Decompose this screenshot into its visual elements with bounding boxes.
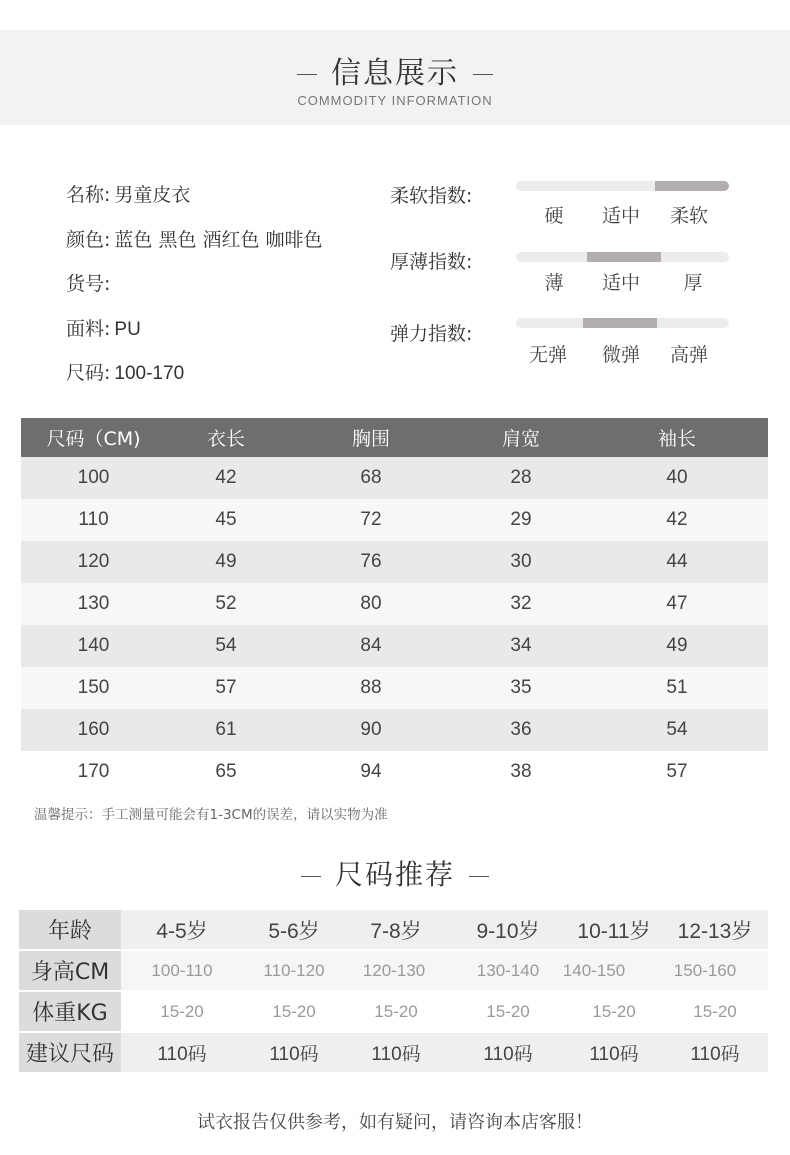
product-name-label: 名称: xyxy=(66,184,111,206)
table-cell: 90 xyxy=(286,709,456,751)
table-cell: 100 xyxy=(21,457,166,499)
table-cell: 45 xyxy=(166,499,286,541)
table-cell: 57 xyxy=(166,667,286,709)
recommend-label-suggested-size: 建议尺码 xyxy=(19,1033,121,1072)
softness-index-fill xyxy=(655,181,729,191)
recommend-label-age: 年龄 xyxy=(19,910,121,949)
table-cell: 65 xyxy=(166,751,286,793)
table-cell: 84 xyxy=(286,625,456,667)
product-fabric-value: PU xyxy=(114,319,141,340)
recommend-cell: 15-20 xyxy=(592,1001,636,1021)
recommend-cell: 15-20 xyxy=(486,1001,530,1021)
thickness-index-track xyxy=(516,252,729,262)
title-dash-right xyxy=(473,74,493,75)
page-title xyxy=(0,48,790,92)
recommend-cell: 110码 xyxy=(589,1044,639,1065)
recommend-title-text: 尺码推荐 xyxy=(334,858,455,891)
softness-option-medium: 适中 xyxy=(601,205,640,227)
page-subtitle: COMMODITY INFORMATION xyxy=(297,93,493,108)
size-table-header xyxy=(21,418,768,457)
table-cell: 51 xyxy=(586,667,768,709)
product-sku-row xyxy=(66,269,114,296)
recommend-label-weight: 体重KG xyxy=(19,992,121,1031)
col-header-length: 衣长 xyxy=(166,418,286,457)
softness-option-hard: 硬 xyxy=(544,205,564,227)
product-fabric-label: 面料: xyxy=(66,318,111,340)
elasticity-option-slight: 微弹 xyxy=(601,344,640,366)
col-header-shoulder: 肩宽 xyxy=(456,418,586,457)
elasticity-index-fill xyxy=(583,318,657,328)
table-cell: 38 xyxy=(456,751,586,793)
product-sku-label: 货号: xyxy=(66,273,111,295)
recommend-cell: 110-120 xyxy=(263,960,325,980)
elasticity-option-none: 无弹 xyxy=(528,344,567,366)
thickness-option-thick: 厚 xyxy=(683,272,703,294)
table-cell: 52 xyxy=(166,583,286,625)
table-cell: 160 xyxy=(21,709,166,751)
table-cell: 29 xyxy=(456,499,586,541)
table-cell: 32 xyxy=(456,583,586,625)
table-cell: 76 xyxy=(286,541,456,583)
col-header-chest: 胸围 xyxy=(286,418,456,457)
page-title-text: 信息展示 xyxy=(331,56,459,91)
title-dash-left xyxy=(297,74,317,75)
table-cell: 36 xyxy=(456,709,586,751)
product-color-label: 颜色: xyxy=(66,229,111,251)
table-row xyxy=(21,667,768,709)
product-color-row xyxy=(66,225,323,252)
recommend-cell: 9-10岁 xyxy=(476,919,540,943)
table-cell: 35 xyxy=(456,667,586,709)
table-cell: 49 xyxy=(166,541,286,583)
recommend-cell: 4-5岁 xyxy=(156,919,208,943)
footer-disclaimer: 试衣报告仅供参考，如有疑问，请咨询本店客服！ xyxy=(197,1112,593,1133)
recommend-cell: 15-20 xyxy=(693,1001,737,1021)
table-cell: 80 xyxy=(286,583,456,625)
thickness-index-fill xyxy=(587,252,661,262)
table-cell: 42 xyxy=(586,499,768,541)
table-cell: 34 xyxy=(456,625,586,667)
table-cell: 88 xyxy=(286,667,456,709)
table-cell: 120 xyxy=(21,541,166,583)
table-cell: 170 xyxy=(21,751,166,793)
thickness-option-thin: 薄 xyxy=(544,272,564,294)
recommend-cell: 120-130 xyxy=(362,960,426,980)
elasticity-index-label: 弹力指数: xyxy=(390,323,473,345)
table-row xyxy=(21,541,768,583)
table-cell: 140 xyxy=(21,625,166,667)
recommend-row-age xyxy=(19,910,768,949)
table-cell: 61 xyxy=(166,709,286,751)
recommend-cell: 140-150 xyxy=(562,960,626,980)
softness-option-soft: 柔软 xyxy=(669,205,708,227)
recommend-cell: 110码 xyxy=(483,1044,533,1065)
table-row xyxy=(21,499,768,541)
recommend-cell: 15-20 xyxy=(272,1001,316,1021)
recommend-title xyxy=(0,853,790,893)
product-name-value: 男童皮衣 xyxy=(114,184,191,206)
table-row xyxy=(21,457,768,499)
col-header-size: 尺码（CM) xyxy=(21,418,166,457)
elasticity-index-track xyxy=(516,318,729,328)
recommend-cell: 5-6岁 xyxy=(268,919,320,943)
softness-index-track xyxy=(516,181,729,191)
table-cell: 47 xyxy=(586,583,768,625)
product-color-value: 蓝色 黑色 酒红色 咖啡色 xyxy=(114,229,323,251)
table-cell: 130 xyxy=(21,583,166,625)
recommend-cell: 10-11岁 xyxy=(577,919,651,943)
product-size-row xyxy=(66,358,184,385)
recommend-cell: 110码 xyxy=(269,1044,319,1065)
recommend-cell: 100-110 xyxy=(151,960,213,980)
table-row xyxy=(21,583,768,625)
softness-index-label: 柔软指数: xyxy=(390,185,473,207)
recommend-cell: 110码 xyxy=(157,1044,207,1065)
recommend-cell: 15-20 xyxy=(374,1001,418,1021)
table-cell: 54 xyxy=(166,625,286,667)
recommend-cell: 15-20 xyxy=(160,1001,204,1021)
table-cell: 72 xyxy=(286,499,456,541)
product-name-row xyxy=(66,180,190,207)
thickness-option-medium: 适中 xyxy=(601,272,640,294)
recommend-row-suggested-size xyxy=(19,1033,768,1072)
elasticity-option-high: 高弹 xyxy=(669,344,708,366)
product-size-label: 尺码: xyxy=(66,362,111,384)
col-header-sleeve: 袖长 xyxy=(586,418,768,457)
table-cell: 44 xyxy=(586,541,768,583)
thickness-index-label: 厚薄指数: xyxy=(390,251,473,273)
table-row xyxy=(21,709,768,751)
recommend-cell: 110码 xyxy=(690,1044,740,1065)
table-cell: 49 xyxy=(586,625,768,667)
table-cell: 30 xyxy=(456,541,586,583)
recommend-cell: 110码 xyxy=(371,1044,421,1065)
table-row xyxy=(21,625,768,667)
recommend-cell: 7-8岁 xyxy=(370,919,422,943)
recommend-cell: 150-160 xyxy=(673,960,737,980)
measurement-note: 温馨提示：手工测量可能会有1-3CM的误差，请以实物为准 xyxy=(34,807,388,823)
recommend-dash-right xyxy=(469,876,489,877)
table-cell: 28 xyxy=(456,457,586,499)
recommend-row-height xyxy=(19,951,768,990)
recommend-row-weight xyxy=(19,992,768,1031)
table-cell: 94 xyxy=(286,751,456,793)
recommend-dash-left xyxy=(301,876,321,877)
recommend-label-height: 身高CM xyxy=(19,951,121,990)
table-cell: 40 xyxy=(586,457,768,499)
table-cell: 110 xyxy=(21,499,166,541)
table-cell: 57 xyxy=(586,751,768,793)
table-row xyxy=(21,751,768,793)
table-cell: 150 xyxy=(21,667,166,709)
recommend-cell: 12-13岁 xyxy=(677,919,753,943)
table-cell: 42 xyxy=(166,457,286,499)
size-table xyxy=(21,418,768,793)
product-size-value: 100-170 xyxy=(114,363,185,384)
recommend-cell: 130-140 xyxy=(476,960,540,980)
table-cell: 68 xyxy=(286,457,456,499)
table-cell: 54 xyxy=(586,709,768,751)
product-fabric-row xyxy=(66,314,141,341)
